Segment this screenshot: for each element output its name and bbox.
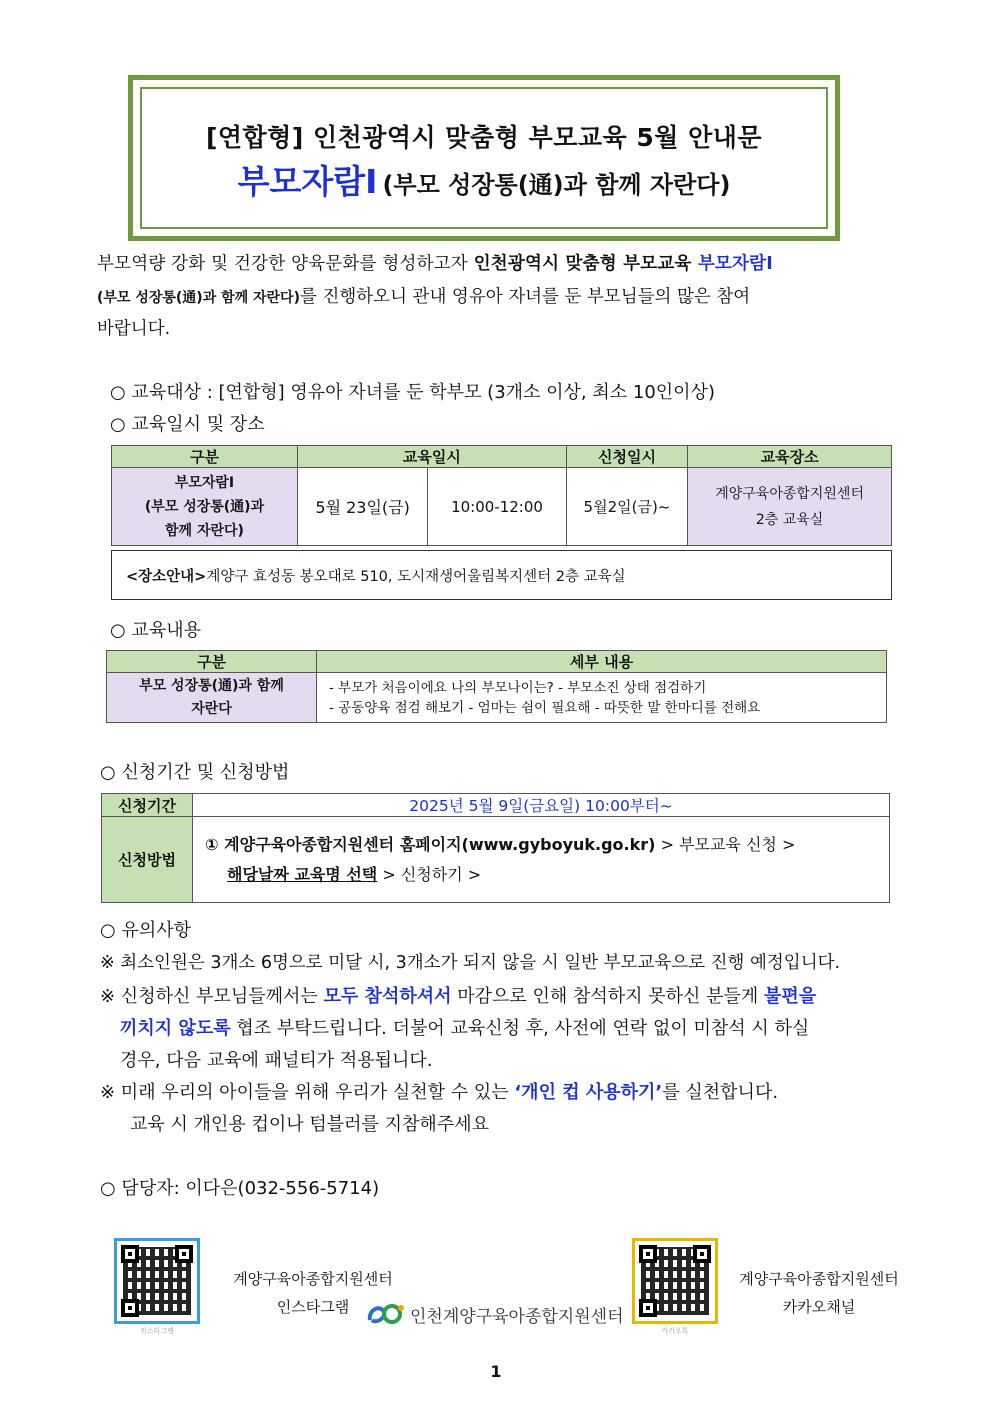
place-cell [688,468,892,546]
program-name: 부모자람Ⅰ [237,162,378,201]
center-logo-text: 인천계양구육아종합지원센터 [410,1307,624,1327]
note-2-text-b: 마감으로 인해 참석하지 못하신 분들게 [451,986,765,1007]
qr-finder-icon [175,1245,193,1263]
period-value: 2025년 5월 9일(금요일) 10:00부터~ [193,794,890,817]
intro-program-name: 부모자람Ⅰ [697,254,773,274]
intro-line-3: 바랍니다. [97,319,171,339]
program-subtitle: (부모 성장통(通)과 함께 자란다) [382,171,731,199]
note-2-cont [120,1014,809,1040]
col-header-place: 교육장소 [688,446,892,468]
qr-finder-icon [121,1245,139,1263]
note-2-emphasis-1: 모두 참석하셔서 [323,986,452,1007]
intro-line-1 [97,250,897,275]
qr-finder-icon [639,1245,657,1263]
note-3 [100,1078,778,1104]
note-2-text-a: ※ 신청하신 부모님들께서는 [100,986,324,1007]
program-cell-sub2: 함께 자란다) [165,522,244,539]
note-3-emphasis: 끼치지 않도록 [120,1018,231,1039]
date-cell: 5월 23일(금) [297,468,427,546]
instagram-qr-caption: 인스타그램 [140,1327,174,1335]
time-cell: 10:00-12:00 [428,468,566,546]
place-info-label: <장소안내> [126,568,207,585]
col-header-apply: 신청일시 [566,446,687,468]
content-header-detail: 세부 내용 [317,651,887,673]
place-cell-line2: 2층 교육실 [755,511,824,528]
apply-heading: ○ 신청기간 및 신청방법 [100,762,290,783]
program-cell-sub1: (부모 성장통(通)과 [144,498,265,515]
qr-finder-icon [639,1299,657,1317]
intro-bold: 인천광역시 맞춤형 부모교육 [473,254,698,274]
col-header-category: 구분 [112,446,298,468]
content-header-category: 구분 [107,651,317,673]
program-cell-name: 부모자람Ⅰ [174,474,235,491]
notes-heading: ○ 유의사항 [100,920,191,941]
note-5-text-a: ※ 미래 우리의 아이들을 위해 우리가 실천할 수 있는 [100,1082,515,1103]
content-detail [317,673,887,723]
right-org-name: 계양구육아종합지원센터 [739,1270,899,1288]
content-row-label-1: 부모 성장통(通)과 함께 [139,677,284,694]
place-cell-line1: 계양구육아종합지원센터 [715,485,864,502]
note-2 [100,982,816,1008]
content-row-label-2: 자란다 [191,700,232,717]
qr-finder-icon [121,1299,139,1317]
schedule-heading: ○ 교육일시 및 장소 [110,414,265,435]
schedule-table [111,445,892,546]
document-title: [연합형] 인천광역시 맞춤형 부모교육 5월 안내문 [205,123,763,152]
content-detail-line2: - 공동양육 점검 해보기 - 엄마는 쉼이 필요해 - 따뜻한 말 한마디를 전해요 [329,699,761,716]
program-cell [112,468,298,546]
apply-table [101,793,890,903]
col-header-datetime: 교육일시 [297,446,566,468]
contact-line: ○ 담당자: 이다은(032-556-5714) [100,1178,380,1199]
left-channel-name: 인스타그램 [276,1298,350,1316]
kakao-qr-caption: 카카오톡 [661,1327,689,1335]
place-info-text: 계양구 효성동 봉오대로 510, 도시재생어울림복지센터 2층 교육실 [206,568,626,585]
place-info-box [111,550,892,600]
note-1: ※ 최소인원은 3개소 6명으로 미달 시, 3개소가 되지 않을 시 일반 부모교육으로 진행 예정입니다. [100,953,841,973]
note-5-emphasis: ‘개인 컵 사용하기’ [514,1082,663,1103]
page-number: 1 [490,1362,502,1381]
note-5-text-b: 를 실천합니다. [662,1082,779,1103]
center-logo-icon [366,1300,406,1328]
kakao-qr-code[interactable] [632,1238,718,1324]
method-step-menu: > 부모교육 신청 > [655,834,796,854]
intro-line-2 [97,283,897,308]
method-label: 신청방법 [102,817,193,903]
instagram-qr-code[interactable] [114,1238,200,1324]
content-detail-line1: - 부모가 처음이에요 나의 부모나이는? - 부모소진 상태 점검하기 [329,679,707,696]
apply-cell: 5월2일(금)~ [566,468,687,546]
content-row-label [107,673,317,723]
method-step-apply: > 신청하기 > [377,864,482,884]
target-line: ○ 교육대상 : [연합형] 영유아 자녀를 둔 학부모 (3개소 이상, 최소 10인이상) [110,382,715,403]
note-2-end: 경우, 다음 교육에 패널티가 적용됩니다. [120,1050,433,1071]
note-2-emphasis-2: 불편을 [764,986,817,1007]
method-step-homepage: ① 계양구육아종합지원센터 홈페이지(www.gyboyuk.go.kr) [205,834,656,854]
intro-subtitle: (부모 성장통(通)과 함께 자란다) [97,290,300,306]
program-title [140,156,828,203]
content-heading: ○ 교육내용 [110,620,201,641]
method-value [193,817,890,903]
note-3-cont: 교육 시 개인용 컵이나 텀블러를 지참해주세요 [130,1114,489,1135]
note-3-text: 협조 부탁드립니다. 더불어 교육신청 후, 사전에 연락 없이 미참석 시 하실 [230,1018,810,1039]
qr-finder-icon [693,1245,711,1263]
content-table [106,650,887,723]
intro-text-2: 를 진행하오니 관내 영유아 자녀를 둔 부모님들의 많은 참여 [299,287,751,307]
right-channel-name: 카카오채널 [782,1298,856,1316]
left-org-name: 계양구육아종합지원센터 [233,1270,393,1288]
method-step-select: 해당날짜 교육명 선택 [227,864,378,884]
period-label: 신청기간 [102,794,193,817]
intro-text: 부모역량 강화 및 건강한 양육문화를 형성하고자 [97,254,474,274]
